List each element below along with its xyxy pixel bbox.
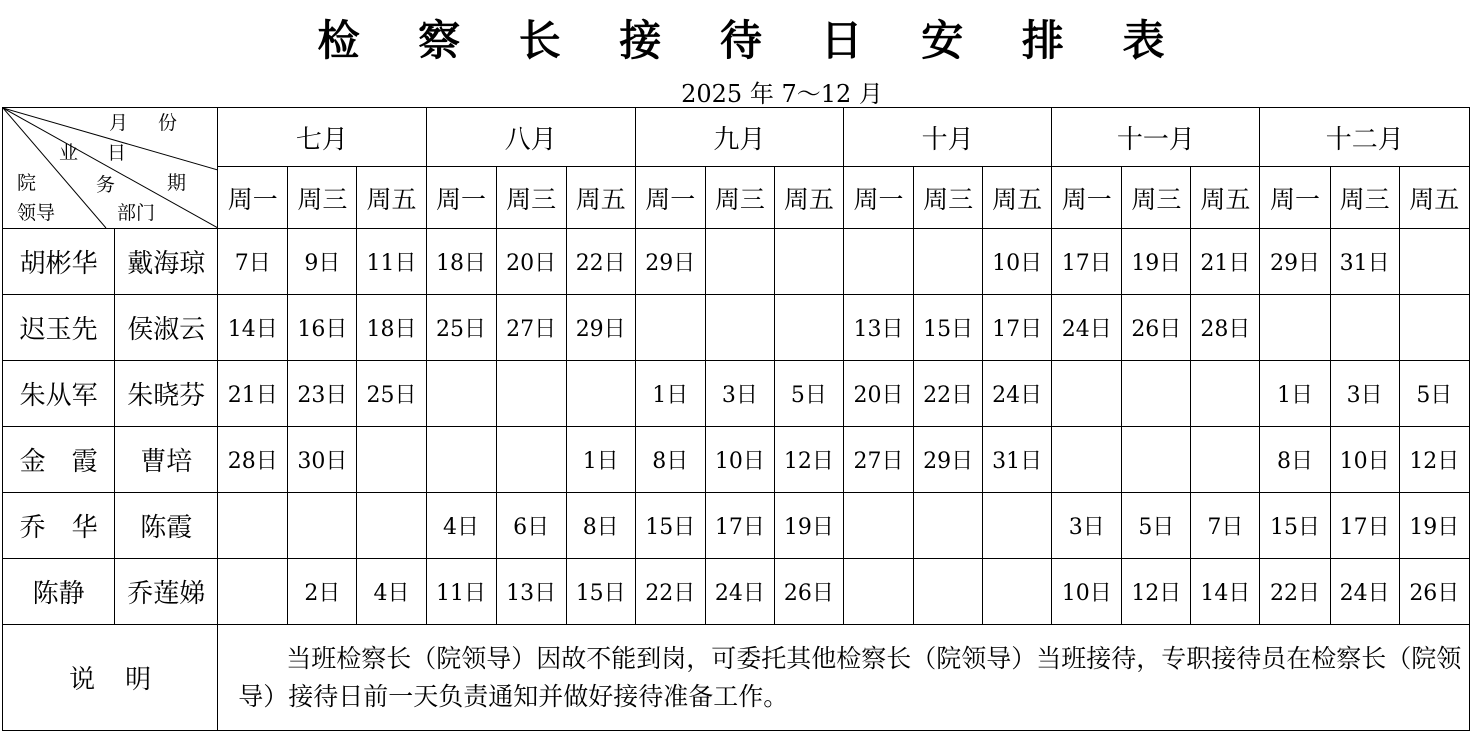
weekday-header: 周一 [635, 167, 705, 229]
reception-day-cell: 29日 [914, 427, 983, 493]
reception-day-cell: 10日 [1330, 427, 1399, 493]
reception-day-cell [843, 559, 913, 625]
reception-day-cell: 7日 [218, 229, 288, 295]
table-row [3, 295, 1470, 361]
reception-day-cell [1052, 361, 1122, 427]
reception-day-cell: 15日 [566, 559, 635, 625]
reception-day-cell [1191, 361, 1260, 427]
reception-day-cell: 8日 [566, 493, 635, 559]
note-row [3, 625, 1470, 731]
reception-day-cell: 29日 [635, 229, 705, 295]
reception-day-cell: 7日 [1191, 493, 1260, 559]
reception-day-cell: 26日 [1122, 295, 1191, 361]
reception-day-cell: 22日 [635, 559, 705, 625]
reception-day-cell: 12日 [774, 427, 843, 493]
reception-day-cell [705, 229, 774, 295]
reception-day-cell: 26日 [1399, 559, 1469, 625]
reception-day-cell: 28日 [218, 427, 288, 493]
reception-day-cell: 19日 [1399, 493, 1469, 559]
reception-day-cell: 31日 [1330, 229, 1399, 295]
reception-day-cell: 5日 [1122, 493, 1191, 559]
reception-day-cell: 8日 [1260, 427, 1330, 493]
leader-name: 陈静 [3, 559, 115, 625]
reception-day-cell [1260, 295, 1330, 361]
table-row [3, 559, 1470, 625]
reception-day-cell: 10日 [983, 229, 1052, 295]
reception-day-cell: 15日 [1260, 493, 1330, 559]
reception-day-cell: 4日 [426, 493, 496, 559]
corner-month-char: 月 [109, 112, 129, 134]
reception-day-cell: 22日 [1260, 559, 1330, 625]
reception-day-cell [983, 559, 1052, 625]
reception-day-cell [914, 493, 983, 559]
weekday-header: 周一 [843, 167, 913, 229]
weekday-header: 周五 [774, 167, 843, 229]
reception-day-cell [288, 493, 357, 559]
reception-day-cell: 12日 [1122, 559, 1191, 625]
table-row [3, 493, 1470, 559]
reception-day-cell [774, 229, 843, 295]
dept-staff-name: 陈霞 [115, 493, 218, 559]
reception-day-cell: 16日 [288, 295, 357, 361]
reception-day-cell: 17日 [1052, 229, 1122, 295]
reception-day-cell [705, 295, 774, 361]
table-row [3, 361, 1470, 427]
reception-day-cell: 2日 [288, 559, 357, 625]
reception-day-cell [1122, 361, 1191, 427]
dept-staff-name: 侯淑云 [115, 295, 218, 361]
reception-day-cell: 29日 [566, 295, 635, 361]
reception-day-cell: 24日 [1330, 559, 1399, 625]
reception-day-cell [635, 295, 705, 361]
reception-day-cell [1191, 427, 1260, 493]
month-header-8: 八月 [426, 108, 635, 167]
corner-affairs-char: 务 [96, 174, 116, 196]
reception-day-cell [218, 559, 288, 625]
weekday-header: 周三 [288, 167, 357, 229]
reception-day-cell: 14日 [218, 295, 288, 361]
reception-day-cell: 27日 [843, 427, 913, 493]
reception-day-cell [1330, 295, 1399, 361]
corner-leader-label: 领导 [17, 202, 56, 224]
reception-day-cell: 24日 [983, 361, 1052, 427]
weekday-header: 周一 [1260, 167, 1330, 229]
reception-day-cell [1399, 295, 1469, 361]
leader-name: 胡彬华 [3, 229, 115, 295]
month-header-row [3, 108, 1470, 167]
reception-day-cell: 1日 [1260, 361, 1330, 427]
reception-day-cell: 17日 [705, 493, 774, 559]
reception-day-cell: 9日 [288, 229, 357, 295]
schedule-table [2, 107, 1470, 731]
weekday-header: 周三 [914, 167, 983, 229]
leader-name: 金 霞 [3, 427, 115, 493]
corner-dept-label: 部门 [117, 202, 156, 224]
weekday-header: 周五 [983, 167, 1052, 229]
weekday-header: 周三 [1330, 167, 1399, 229]
weekday-header: 周一 [218, 167, 288, 229]
reception-day-cell: 3日 [705, 361, 774, 427]
reception-day-cell [426, 361, 496, 427]
page-title: 检 察 长 接 待 日 安 排 表 [317, 16, 1187, 65]
reception-day-cell [496, 427, 566, 493]
month-header-9: 九月 [635, 108, 843, 167]
reception-day-cell [566, 361, 635, 427]
reception-day-cell [1052, 427, 1122, 493]
reception-day-cell: 25日 [357, 361, 426, 427]
reception-day-cell: 17日 [1330, 493, 1399, 559]
weekday-header: 周一 [426, 167, 496, 229]
dept-staff-name: 戴海琼 [115, 229, 218, 295]
leader-name: 乔 华 [3, 493, 115, 559]
reception-day-cell: 27日 [496, 295, 566, 361]
reception-day-cell: 12日 [1399, 427, 1469, 493]
reception-day-cell [1122, 427, 1191, 493]
month-header-11: 十一月 [1052, 108, 1260, 167]
reception-day-cell [357, 427, 426, 493]
dept-staff-name: 朱晓芬 [115, 361, 218, 427]
reception-day-cell: 20日 [843, 361, 913, 427]
reception-day-cell: 21日 [1191, 229, 1260, 295]
diagonal-header-cell [3, 108, 218, 229]
reception-day-cell: 24日 [705, 559, 774, 625]
reception-day-cell [496, 361, 566, 427]
table-row [3, 229, 1470, 295]
reception-day-cell: 31日 [983, 427, 1052, 493]
note-text: 当班检察长（院领导）因故不能到岗，可委托其他检察长（院领导）当班接待，专职接待员在检察长（院领导）接待日前一天负责通知并做好接待准备工作。 [218, 625, 1470, 731]
reception-day-cell: 13日 [496, 559, 566, 625]
weekday-header: 周五 [357, 167, 426, 229]
reception-day-cell: 15日 [914, 295, 983, 361]
reception-day-cell: 20日 [496, 229, 566, 295]
reception-day-cell: 5日 [1399, 361, 1469, 427]
corner-period-char: 期 [167, 172, 187, 194]
reception-day-cell: 14日 [1191, 559, 1260, 625]
weekday-header: 周三 [496, 167, 566, 229]
reception-day-cell [218, 493, 288, 559]
month-header-10: 十月 [843, 108, 1051, 167]
corner-day-char: 日 [107, 142, 127, 164]
reception-day-cell [983, 493, 1052, 559]
reception-day-cell: 11日 [426, 559, 496, 625]
reception-day-cell: 25日 [426, 295, 496, 361]
reception-day-cell: 29日 [1260, 229, 1330, 295]
reception-day-cell [914, 559, 983, 625]
corner-share-char: 份 [158, 112, 178, 134]
reception-day-cell: 22日 [914, 361, 983, 427]
reception-day-cell [1399, 229, 1469, 295]
reception-day-cell [843, 229, 913, 295]
reception-day-cell [843, 493, 913, 559]
reception-day-cell: 18日 [357, 295, 426, 361]
reception-day-cell: 19日 [774, 493, 843, 559]
month-header-12: 十二月 [1260, 108, 1470, 167]
weekday-header: 周三 [1122, 167, 1191, 229]
reception-day-cell: 10日 [1052, 559, 1122, 625]
reception-day-cell: 15日 [635, 493, 705, 559]
reception-day-cell: 1日 [635, 361, 705, 427]
month-header-7: 七月 [218, 108, 426, 167]
weekday-header: 周五 [566, 167, 635, 229]
reception-day-cell [774, 295, 843, 361]
reception-day-cell: 6日 [496, 493, 566, 559]
note-label: 说明 [3, 625, 218, 731]
reception-day-cell: 26日 [774, 559, 843, 625]
reception-day-cell: 18日 [426, 229, 496, 295]
reception-day-cell: 30日 [288, 427, 357, 493]
reception-day-cell [426, 427, 496, 493]
reception-day-cell: 5日 [774, 361, 843, 427]
reception-day-cell: 28日 [1191, 295, 1260, 361]
weekday-header: 周一 [1052, 167, 1122, 229]
leader-name: 朱从军 [3, 361, 115, 427]
reception-day-cell: 17日 [983, 295, 1052, 361]
reception-day-cell: 13日 [843, 295, 913, 361]
corner-business-char: 业 [59, 142, 79, 164]
date-range-subtitle: 2025 年 7～12 月 [681, 80, 883, 108]
reception-day-cell: 21日 [218, 361, 288, 427]
dept-staff-name: 乔莲娣 [115, 559, 218, 625]
reception-day-cell: 24日 [1052, 295, 1122, 361]
reception-day-cell: 8日 [635, 427, 705, 493]
reception-day-cell: 11日 [357, 229, 426, 295]
reception-day-cell: 23日 [288, 361, 357, 427]
reception-day-cell: 3日 [1052, 493, 1122, 559]
reception-day-cell: 4日 [357, 559, 426, 625]
dept-staff-name: 曹培 [115, 427, 218, 493]
weekday-header: 周五 [1191, 167, 1260, 229]
reception-day-cell: 22日 [566, 229, 635, 295]
reception-day-cell: 10日 [705, 427, 774, 493]
weekday-header: 周五 [1399, 167, 1469, 229]
weekday-header: 周三 [705, 167, 774, 229]
reception-day-cell: 3日 [1330, 361, 1399, 427]
reception-day-cell: 1日 [566, 427, 635, 493]
weekday-header-row [3, 167, 1470, 229]
reception-day-cell [357, 493, 426, 559]
corner-court-char: 院 [17, 172, 37, 194]
reception-day-cell: 19日 [1122, 229, 1191, 295]
table-row [3, 427, 1470, 493]
leader-name: 迟玉先 [3, 295, 115, 361]
reception-day-cell [914, 229, 983, 295]
